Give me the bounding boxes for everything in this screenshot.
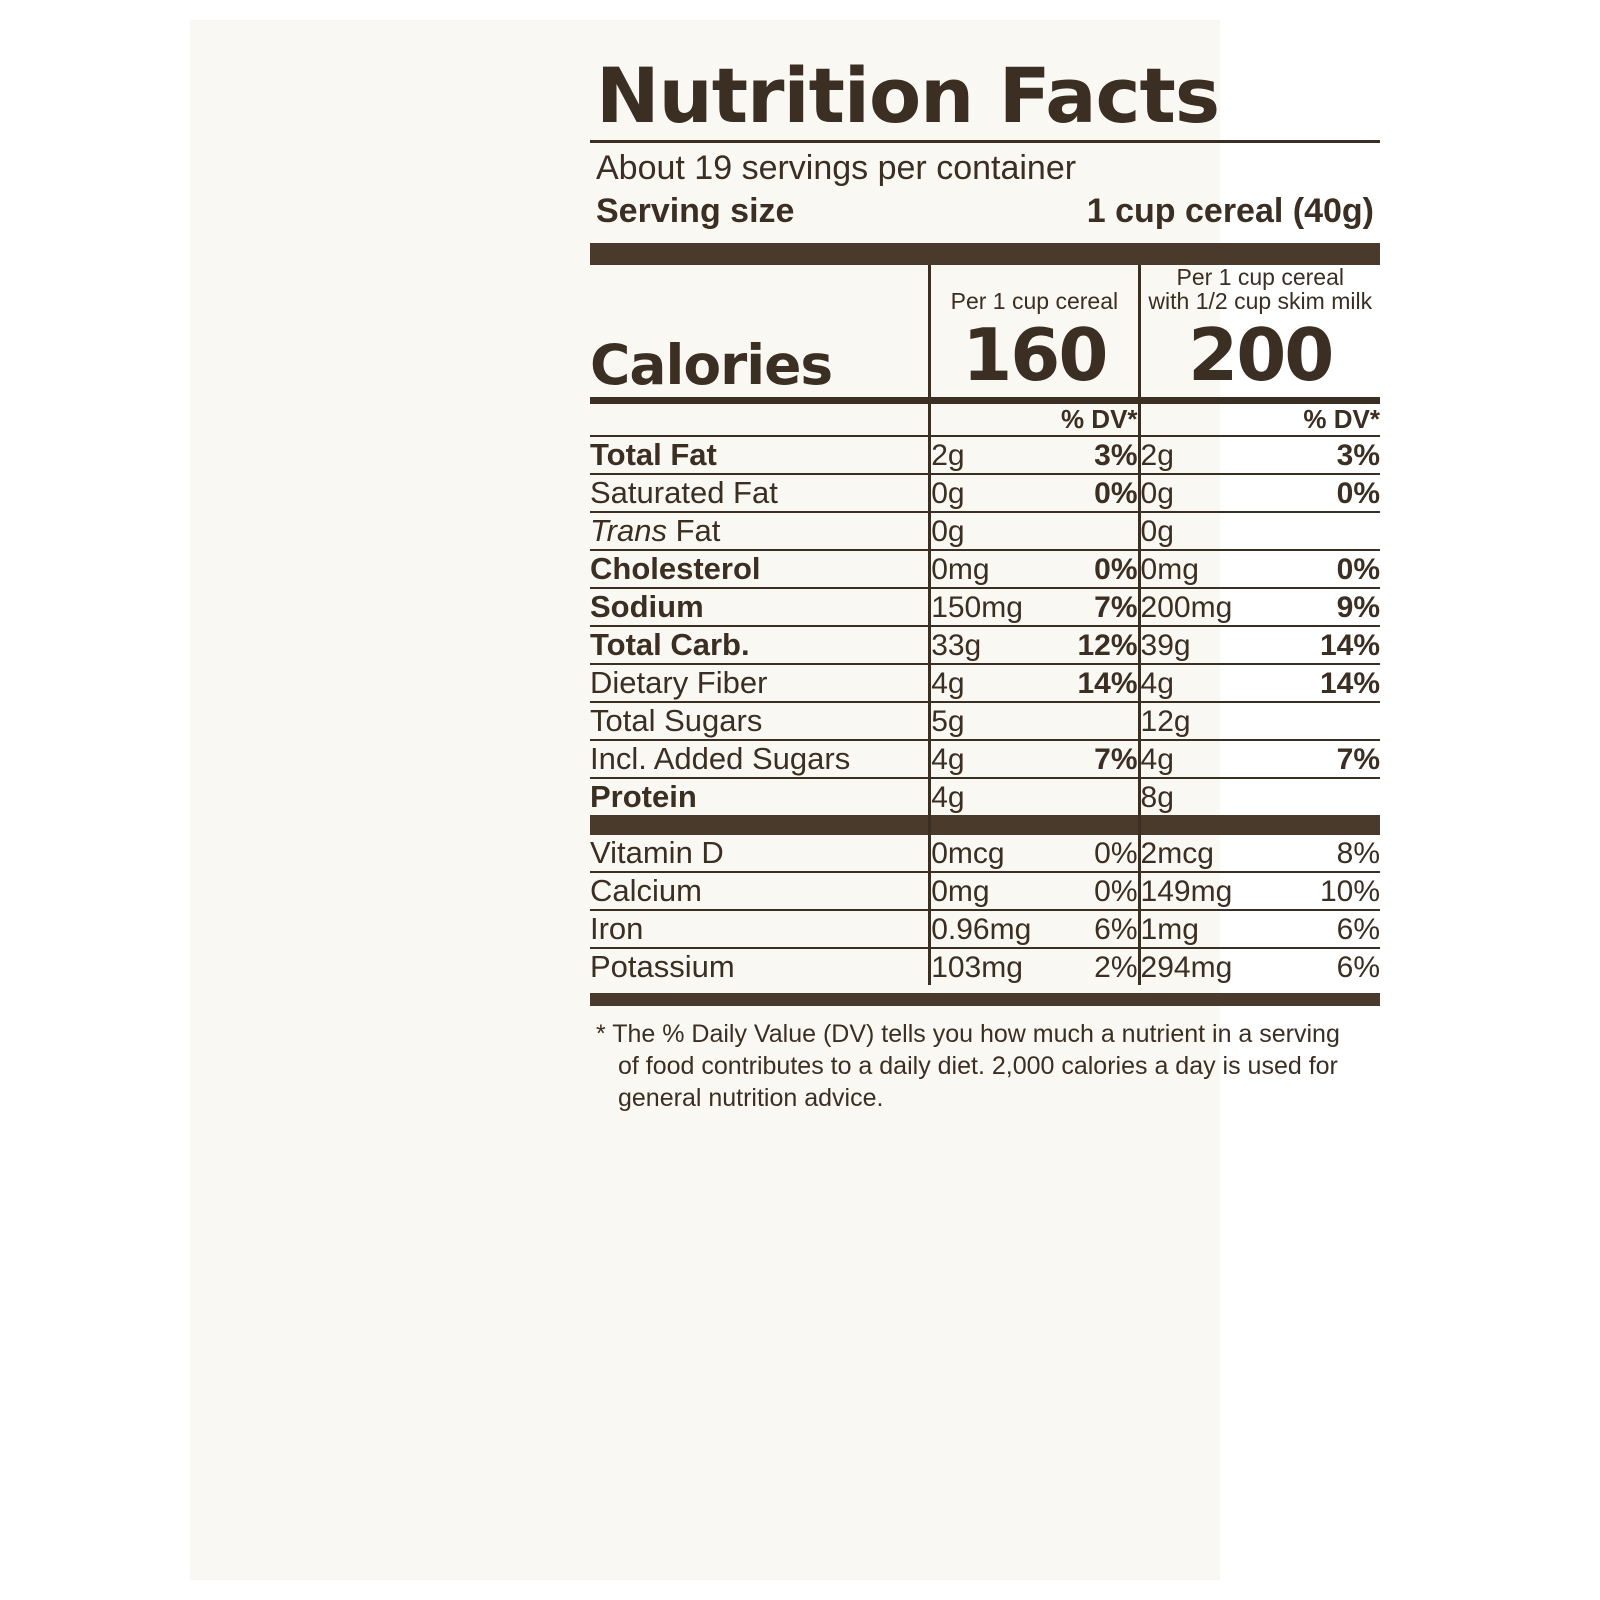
nutrient-amount-cereal: 0mg (930, 550, 1029, 588)
nutrient-dv-cereal-milk (1258, 702, 1380, 740)
calories-label: Calories (590, 333, 833, 398)
nutrition-table (590, 265, 1380, 985)
nutrient-amount-cereal-milk: 200mg (1139, 588, 1258, 626)
table-row (590, 436, 1380, 474)
nutrient-name: Cholesterol (590, 550, 930, 588)
servings-per-container: About 19 servings per container (596, 149, 1077, 188)
nutrient-dv-cereal: 7% (1028, 740, 1139, 778)
nutrient-amount-cereal: 4g (930, 778, 1029, 815)
nutrient-dv-cereal-milk: 7% (1258, 740, 1380, 778)
nutrient-name: Iron (590, 910, 930, 948)
nutrient-amount-cereal-milk: 4g (1139, 664, 1258, 702)
nutrient-name: Vitamin D (590, 835, 724, 871)
separator-bar-right (1141, 815, 1380, 835)
table-row (590, 626, 1380, 664)
nutrient-amount-cereal: 0.96mg (930, 910, 1029, 948)
calories-value-cereal-milk: 200 (1139, 313, 1380, 401)
nutrient-dv-cereal (1028, 778, 1139, 815)
column-header-cereal: Per 1 cup cereal (930, 265, 1139, 313)
nutrient-amount-cereal-milk: 8g (1139, 778, 1258, 815)
nutrient-name: Protein (590, 778, 930, 815)
nutrient-amount-cereal: 5g (930, 702, 1029, 740)
nutrient-dv-cereal-milk: 6% (1258, 910, 1380, 948)
nutrient-dv-cereal-milk: 0% (1258, 474, 1380, 512)
separator-bar-left (590, 815, 928, 835)
nutrient-amount-cereal: 33g (930, 626, 1029, 664)
nutrient-dv-cereal-milk (1258, 512, 1380, 550)
nutrient-dv-cereal-milk (1258, 778, 1380, 815)
nutrient-amount-cereal: 0g (930, 512, 1029, 550)
table-row (590, 474, 1380, 512)
nutrient-name: Potassium (590, 948, 930, 985)
nutrient-dv-cereal: 12% (1028, 626, 1139, 664)
nutrient-dv-cereal-milk: 3% (1258, 436, 1380, 474)
table-row (590, 588, 1380, 626)
nutrient-name: Total Sugars (590, 702, 930, 740)
calories-row (590, 313, 1380, 401)
footnote-line-3: general nutrition advice. (618, 1084, 884, 1113)
nutrient-amount-cereal-milk: 0mg (1139, 550, 1258, 588)
footnote (590, 1006, 1380, 1114)
nutrient-dv-cereal: 0% (1028, 474, 1139, 512)
table-row (590, 910, 1380, 948)
nutrient-dv-cereal: 0% (1028, 872, 1139, 910)
nutrient-amount-cereal-milk: 0g (1139, 474, 1258, 512)
footnote-divider-bar (590, 993, 1380, 1006)
nutrient-amount-cereal: 0g (930, 474, 1029, 512)
nutrient-dv-cereal: 7% (1028, 588, 1139, 626)
trans-italic: Trans (590, 513, 667, 549)
table-row (590, 948, 1380, 985)
nutrition-label-panel (190, 20, 1380, 1580)
nutrient-dv-cereal-milk: 14% (1258, 626, 1380, 664)
nutrient-amount-cereal-milk: 4g (1139, 740, 1258, 778)
vitamins-separator-row (590, 815, 1380, 835)
dv-header-row (590, 404, 1380, 436)
nutrient-dv-cereal: 2% (1028, 948, 1139, 985)
dv-header-cereal-milk: % DV* (1303, 404, 1380, 435)
nutrient-amount-cereal-milk: 294mg (1139, 948, 1258, 985)
nutrient-amount-cereal-milk: 39g (1139, 626, 1258, 664)
column-header-cereal-milk-line2: with 1/2 cup skim milk (1148, 288, 1373, 315)
serving-size-label: Serving size (596, 192, 795, 231)
page-title: Nutrition Facts (596, 51, 1220, 140)
nutrient-dv-cereal-milk: 14% (1258, 664, 1380, 702)
nutrient-amount-cereal: 150mg (930, 588, 1029, 626)
separator-bar-mid (931, 815, 1137, 835)
nutrient-dv-cereal-milk: 6% (1258, 948, 1380, 985)
nutrient-amount-cereal: 4g (930, 664, 1029, 702)
table-row (590, 740, 1380, 778)
calories-value-cereal: 160 (930, 313, 1139, 401)
column-header-cereal-milk (1139, 265, 1380, 313)
nutrient-dv-cereal: 6% (1028, 910, 1139, 948)
nutrient-name: Dietary Fiber (590, 664, 930, 702)
nutrient-dv-cereal (1028, 702, 1139, 740)
nutrient-name: Saturated Fat (590, 474, 930, 512)
nutrient-amount-cereal-milk: 1mg (1139, 910, 1258, 948)
table-row (590, 550, 1380, 588)
nutrient-amount-cereal: 2g (930, 436, 1029, 474)
nutrient-amount-cereal: 103mg (930, 948, 1029, 985)
nutrient-amount-cereal: 0mg (930, 872, 1029, 910)
nutrition-facts-label (590, 51, 1380, 1114)
nutrient-name: Total Fat (590, 436, 930, 474)
nutrient-name: Calcium (590, 872, 930, 910)
table-row (590, 872, 1380, 910)
nutrient-dv-cereal: 0% (1094, 837, 1138, 871)
footnote-line-1: * The % Daily Value (DV) tells you how much a nutrient in a serving (596, 1020, 1340, 1049)
nutrient-dv-cereal-milk: 9% (1258, 588, 1380, 626)
nutrient-name: Total Carb. (590, 626, 930, 664)
nutrient-amount-cereal-milk: 0g (1139, 512, 1258, 550)
serving-size-value: 1 cup cereal (40g) (1086, 192, 1374, 231)
table-row (590, 512, 1380, 550)
footnote-line-2: of food contributes to a daily diet. 2,000 calories a day is used for (618, 1052, 1338, 1081)
table-row (590, 835, 1380, 872)
table-row (590, 664, 1380, 702)
table-row (590, 778, 1380, 815)
nutrient-amount-cereal-milk: 149mg (1139, 872, 1258, 910)
nutrient-name: Sodium (590, 588, 930, 626)
nutrient-amount-cereal: 4g (930, 740, 1029, 778)
dv-header-cereal: % DV* (1060, 404, 1138, 435)
nutrient-dv-cereal-milk: 10% (1258, 872, 1380, 910)
nutrient-amount-cereal-milk: 2g (1139, 436, 1258, 474)
nutrient-dv-cereal: 0% (1028, 550, 1139, 588)
nutrient-amount-cereal-milk: 2mcg (1139, 835, 1258, 872)
column-header-cereal-milk-line1: Per 1 cup cereal (1176, 264, 1344, 291)
nutrient-dv-cereal-milk: 0% (1258, 550, 1380, 588)
table-row (590, 702, 1380, 740)
column-header-row (590, 265, 1380, 313)
nutrient-dv-cereal: 14% (1028, 664, 1139, 702)
nutrient-dv-cereal-milk: 8% (1336, 837, 1380, 871)
header-thick-bar (590, 243, 1380, 265)
nutrient-dv-cereal: 3% (1028, 436, 1139, 474)
serving-size-row (590, 190, 1380, 239)
nutrient-name: Trans Fat (590, 512, 930, 550)
nutrient-amount-cereal: 0mcg (930, 835, 1029, 872)
nutrient-name: Incl. Added Sugars (590, 740, 930, 778)
nutrient-dv-cereal (1028, 512, 1139, 550)
nutrient-amount-cereal-milk: 12g (1139, 702, 1258, 740)
